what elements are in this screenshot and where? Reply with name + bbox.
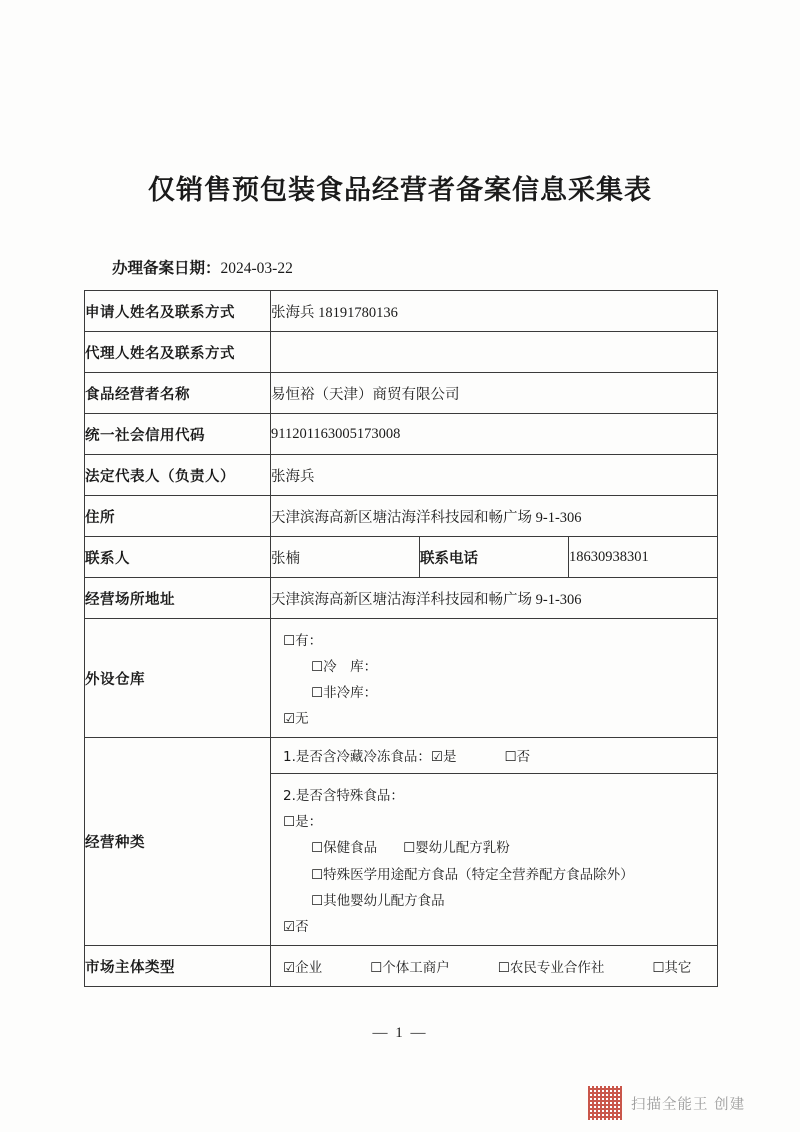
special-food-no[interactable]: ☑否 <box>283 919 309 935</box>
phone-value: 18630938301 <box>569 537 718 578</box>
watermark-text: 扫描全能王 创建 <box>631 1096 746 1113</box>
qr-code-icon <box>588 1086 622 1120</box>
business-address-value: 天津滨海高新区塘沽海洋科技园和畅广场 9-1-306 <box>271 578 718 619</box>
warehouse-cold-option[interactable]: ☐冷 库： <box>311 659 378 675</box>
table-row <box>85 455 718 496</box>
table-row <box>85 946 718 987</box>
table-row <box>85 332 718 373</box>
frozen-food-yes[interactable]: ☑是 <box>430 749 457 765</box>
phone-label: 联系电话 <box>420 537 569 578</box>
table-row <box>85 537 718 578</box>
table-row <box>85 373 718 414</box>
option-health-food[interactable]: ☐保健食品 <box>311 840 378 856</box>
applicant-label: 申请人姓名及联系方式 <box>85 291 271 332</box>
entity-type-other[interactable]: ☐其它 <box>652 959 692 976</box>
warehouse-options-cell <box>271 619 718 738</box>
warehouse-none-option[interactable]: ☑无 <box>283 711 309 727</box>
address-label: 住所 <box>85 496 271 537</box>
table-row <box>85 738 718 774</box>
option-infant-formula-milk[interactable]: ☐婴幼儿配方乳粉 <box>403 840 510 856</box>
business-name-label: 食品经营者名称 <box>85 373 271 414</box>
warehouse-has-option[interactable]: ☐有： <box>283 633 323 649</box>
page-number: — 1 — <box>372 1025 428 1041</box>
filing-date-value: 2024-03-22 <box>220 260 293 277</box>
contact-value: 张楠 <box>271 537 420 578</box>
applicant-value: 张海兵 18191780136 <box>271 291 718 332</box>
contact-label: 联系人 <box>85 537 271 578</box>
business-name-value: 易恒裕（天津）商贸有限公司 <box>271 373 718 414</box>
agent-value <box>271 332 718 373</box>
entity-type-farmer-coop[interactable]: ☐农民专业合作社 <box>497 959 605 976</box>
entity-type-individual[interactable]: ☐个体工商户 <box>370 959 450 976</box>
table-row <box>85 414 718 455</box>
table-row <box>85 496 718 537</box>
watermark <box>588 1086 745 1120</box>
legal-rep-label: 法定代表人（负责人） <box>85 455 271 496</box>
agent-label: 代理人姓名及联系方式 <box>85 332 271 373</box>
table-row <box>85 578 718 619</box>
credit-code-label: 统一社会信用代码 <box>85 414 271 455</box>
table-row <box>85 619 718 738</box>
entity-type-options-cell <box>271 946 718 987</box>
special-food-question-cell <box>271 774 718 946</box>
filing-date-label: 办理备案日期： <box>112 258 221 277</box>
business-address-label: 经营场所地址 <box>85 578 271 619</box>
entity-type-label: 市场主体类型 <box>85 946 271 987</box>
warehouse-noncold-option[interactable]: ☐非冷库： <box>311 685 378 701</box>
frozen-food-question: 1.是否含冷藏冷冻食品： <box>283 749 431 765</box>
filing-date <box>112 256 293 278</box>
frozen-food-question-cell <box>271 738 718 774</box>
special-food-question: 2.是否含特殊食品： <box>283 788 404 804</box>
credit-code-value: 911201163005173008 <box>271 414 718 455</box>
legal-rep-value: 张海兵 <box>271 455 718 496</box>
option-medical-formula-food[interactable]: ☐特殊医学用途配方食品（特定全营养配方食品除外） <box>311 867 634 883</box>
filing-form-table <box>84 290 718 987</box>
business-types-label: 经营种类 <box>85 738 271 946</box>
address-value: 天津滨海高新区塘沽海洋科技园和畅广场 9-1-306 <box>271 496 718 537</box>
special-food-yes[interactable]: ☐是： <box>283 814 323 830</box>
table-row <box>85 291 718 332</box>
warehouse-label: 外设仓库 <box>85 619 271 738</box>
option-other-infant-food[interactable]: ☐其他婴幼儿配方食品 <box>311 893 445 909</box>
page-title: 仅销售预包装食品经营者备案信息采集表 <box>148 175 652 206</box>
frozen-food-no[interactable]: ☐否 <box>504 749 531 765</box>
entity-type-enterprise[interactable]: ☑企业 <box>283 959 323 976</box>
